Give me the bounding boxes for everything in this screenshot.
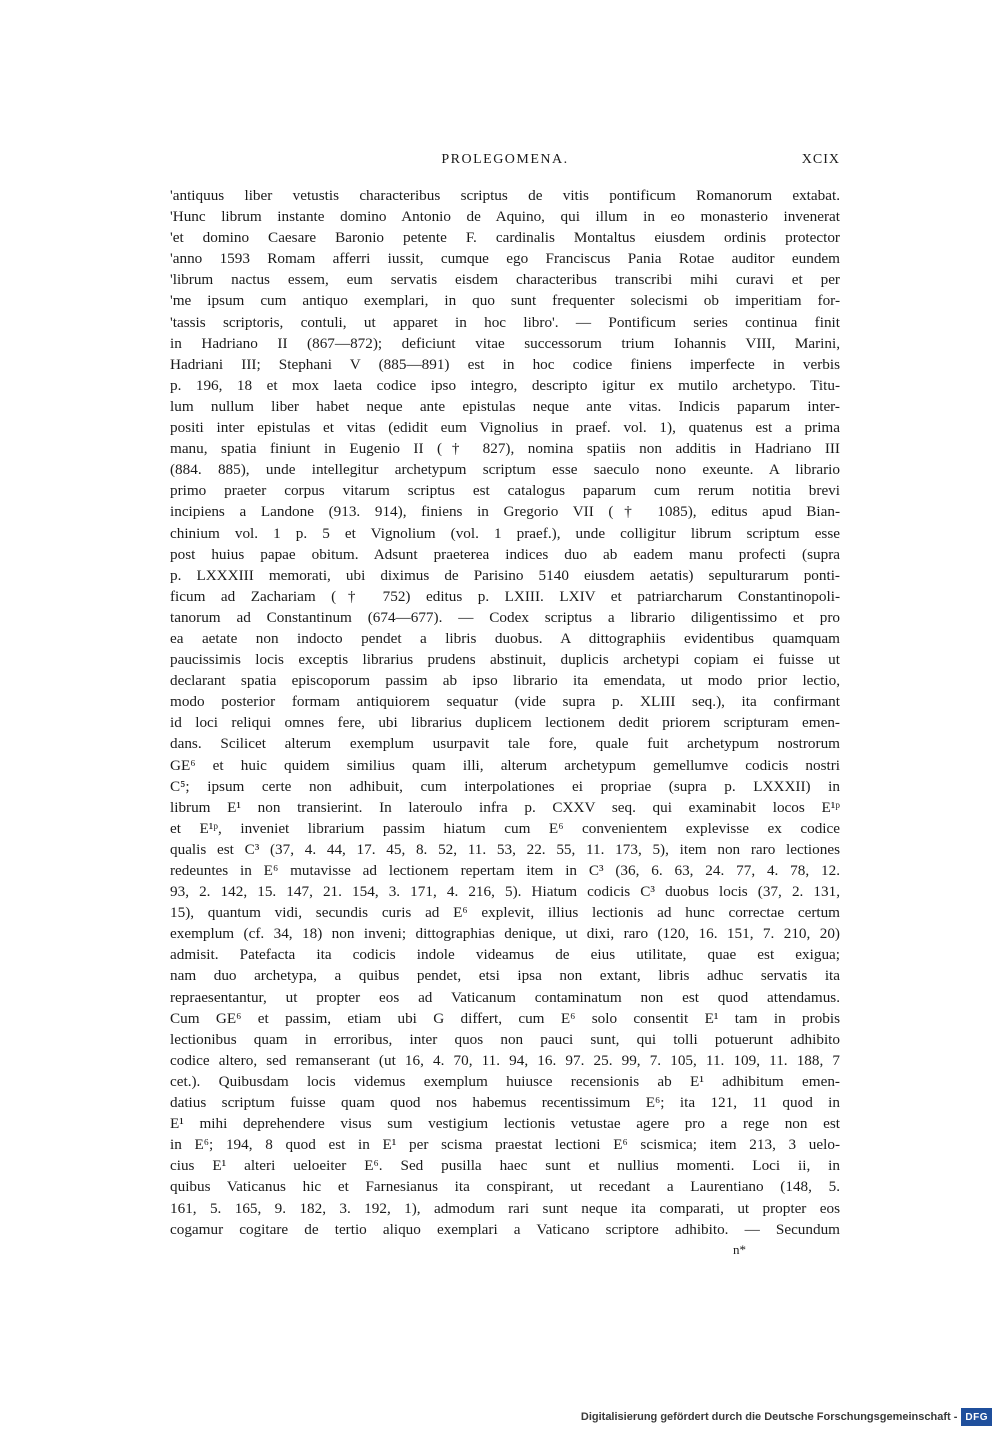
text-line: chinium vol. 1 p. 5 et Vignolium (vol. 1 praef.), unde colligitur librum scriptum esse — [170, 524, 840, 542]
text-line: paucissimis locis exceptis librarius prudens abstinuit, duplicis archetypi copiam ei fuisse ut — [170, 651, 840, 669]
text-line: incipiens a Landone (913. 914), finiens in Gregorio VII († 1085), editus apud Bian- — [170, 503, 840, 521]
text-line: repraesentantur, ut propter eos ad Vaticanum contaminatum non est quod attendamus. — [170, 988, 840, 1006]
text-line: cius E¹ alteri ueloeiter E⁶. Sed pusilla haec sunt et nullius momenti. Loci ii, in — [170, 1157, 840, 1175]
text-line: librum E¹ non transierint. In lateroulo infra p. CXXV seq. qui examinabit locos E¹ᵖ — [170, 798, 840, 816]
text-line: quibus Vaticanus hic et Farnesianus ita conspirant, ut recedant a Laurentiano (148, 5. — [170, 1178, 840, 1196]
text-line: p. 196, 18 et mox laeta codice ipso integro, descripto igitur ex mutilo archetypo. Titu- — [170, 376, 840, 394]
text-line: (884. 885), unde intellegitur archetypum scriptum esse saeculo nono exeunte. A librario — [170, 461, 840, 479]
text-line: 'Hunc librum instante domino Antonio de Aquino, qui illum in eo monasterio invenerat — [170, 208, 840, 226]
text-line: ea aetate non indocto pendet a libris duobus. A dittographiis evidentibus quamquam — [170, 629, 840, 647]
page-number: XCIX — [801, 152, 840, 167]
text-line: cogamur cogitare de tertio aliquo exemplari a Vaticano scriptore adhibito. — Secundum — [170, 1220, 840, 1238]
text-line: manu, spatia finiunt in Eugenio II († 827), nomina spatiis non additis in Hadriano III — [170, 440, 840, 458]
text-line: p. LXXXIII memorati, ubi diximus de Parisino 5140 eiusdem aetatis) sepulturarum ponti- — [170, 566, 840, 584]
text-line: lum nullum liber habet neque ante epistulas neque ante vitas. Indicis paparum inter- — [170, 397, 840, 415]
text-line: primo praeter corpus vitarum scriptus est catalogus paparum cum rerum notitia brevi — [170, 482, 840, 500]
credit-text: Digitalisierung gefördert durch die Deutsche Forschungsgemeinschaft - — [580, 1411, 958, 1423]
running-title: PROLEGOMENA. — [441, 152, 569, 167]
text-line: 161, 5. 165, 9. 182, 3. 192, 1), admodum rari sunt neque ita comparati, ut propter eos — [170, 1199, 840, 1217]
text-line: 'me ipsum cum antiquo exemplari, in quo sunt frequenter solecismi ob imperitiam for- — [170, 292, 840, 310]
page-header — [170, 152, 840, 174]
body-text — [170, 185, 840, 1240]
text-line: 93, 2. 142, 15. 147, 21. 154, 3. 171, 4. 216, 5). Hiatum codicis C³ duobus locis (37, 2. 131, — [170, 883, 840, 901]
text-line: codice altero, sed remanserant (ut 16, 4. 70, 11. 94, 16. 97. 25. 99, 7. 105, 11. 109, 11. 188, 7 — [170, 1051, 840, 1069]
signature-mark: n* — [733, 1242, 746, 1257]
dfg-logo-icon: DFG — [961, 1408, 992, 1426]
text-line: in E⁶; 194, 8 quod est in E¹ per scisma praestat lectioni E⁶ scismica; item 213, 3 uelo- — [170, 1136, 840, 1154]
text-line: post huius papae obitum. Adsunt praeterea indices duo ab eadem manu profecti (supra — [170, 545, 840, 563]
text-line: C⁵; ipsum certe non adhibuit, cum interpolationes ei propriae (supra p. LXXXII) in — [170, 777, 840, 795]
text-line: qualis est C³ (37, 4. 44, 17. 45, 8. 52, 11. 53, 22. 55, 11. 173, 5), item non raro lectiones — [170, 840, 840, 858]
text-line: E¹ mihi deprehendere visus sum vestigium lectionis vetustae agere pro a rege non est — [170, 1115, 840, 1133]
text-line: 'tassis scriptoris, contuli, ut apparet in hoc libro'. — Pontificum series continua finit — [170, 313, 840, 331]
text-line: tanorum ad Constantinum (674—677). — Codex scriptus a librario diligentissimo et pro — [170, 608, 840, 626]
text-line: 'anno 1593 Romam afferri iussit, cumque ego Franciscus Pania Rotae auditor eundem — [170, 250, 840, 268]
text-line: 15), quantum vidi, secundis curis ad E⁶ explevit, illius lectionis ad hunc correctae certum — [170, 904, 840, 922]
text-line: declarant spatia episcoporum passim ab ipso librario ita emendata, ut modo prior lectio, — [170, 672, 840, 690]
text-line: ficum ad Zachariam († 752) editus p. LXIII. LXIV et patriarcharum Constantinopoli- — [170, 587, 840, 605]
text-line: Cum GE⁶ et passim, etiam ubi G differt, cum E⁶ solo consentit E¹ tam in probis — [170, 1009, 840, 1027]
text-line: GE⁶ et huic quidem similius quam illi, alterum archetypum gemellumve codicis nostri — [170, 756, 840, 774]
text-line: 'et domino Caesare Baronio petente F. cardinalis Montaltus eiusdem ordinis protector — [170, 229, 840, 247]
text-line: admisit. Patefacta ita codicis indole videamus de eius utilitate, quae est exigua; — [170, 946, 840, 964]
text-line: 'antiquus liber vetustis characteribus scriptus de vitis pontificum Romanorum extabat. — [170, 187, 840, 204]
text-line: dans. Scilicet alterum exemplum usurpavit tale fore, quale fuit archetypum nostrorum — [170, 735, 840, 753]
text-line: exemplum (cf. 34, 18) non inveni; dittographias denique, ut dixi, raro (120, 16. 151, 7. 210, 20) — [170, 925, 840, 943]
text-line: et E¹ᵖ, inveniet librarium passim hiatum cum E⁶ convenientem explevisse ex codice — [170, 819, 840, 837]
text-line: nam duo archetypa, a quibus pendet, etsi ipsa non extant, libris adhuc servatis ita — [170, 967, 840, 985]
text-line: in Hadriano II (867—872); deficiunt vitae successorum trium Iohannis VIII, Marini, — [170, 334, 840, 352]
text-line: lectionibus quam in erroribus, inter quos non pauci sunt, qui tolli potuerunt adhibito — [170, 1030, 840, 1048]
text-line: datius scriptum fuisse quam quod nos habemus recentissimum E⁶; ita 121, 11 quod in — [170, 1094, 840, 1112]
text-line: id loci reliqui omnes fere, ubi librarius duplicem lectionem dedit priorem scripturam emen- — [170, 714, 840, 732]
text-line: Hadriani III; Stephani V (885—891) est in hoc codice finiens imperfecte in verbis — [170, 355, 840, 373]
text-line: redeuntes in E⁶ mutavisse ad lectionem repertam item in C³ (36, 6. 63, 24. 77, 4. 78, 12. — [170, 862, 840, 879]
text-line: 'librum nactus essem, eum servatis eisdem characteribus transcribi mihi curavi et per — [170, 271, 840, 289]
digitization-credit — [581, 1408, 992, 1426]
text-line: modo posterior formam antiquiorem sequatur (vide supra p. XLIII seq.), ita confirmant — [170, 693, 840, 711]
text-line: positi inter epistulas et vitas (edidit eum Vignolius in praef. vol. 1), quatenus est a prima — [170, 419, 840, 437]
text-line: cet.). Quibusdam locis videmus exemplum huiusce recensionis ab E¹ adhibitum emen- — [170, 1072, 840, 1090]
